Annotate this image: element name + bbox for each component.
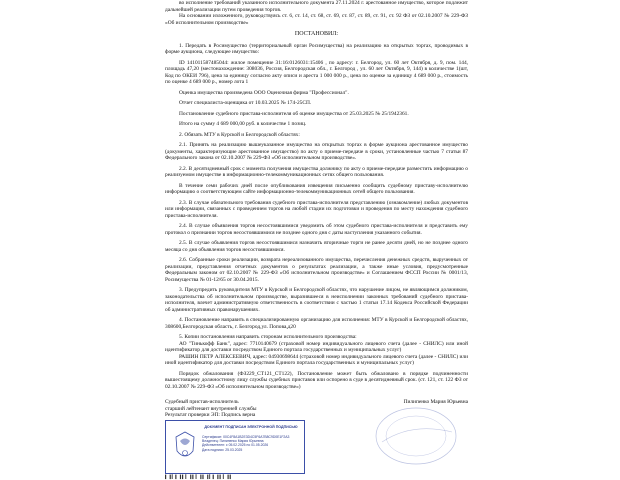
report-line: Отчет специалиста-оценщика от 10.03.2025 № 174-25СП. [179, 100, 312, 106]
intro-paragraph: во исполнение требований указанного исполнительного документа 27.11.2024 г. арестованное имущество, которое подлежит дальнейшей реализации путем проведения торгов. [165, 0, 468, 13]
stamp-title: ДОКУМЕНТ ПОДПИСАН ЭЛЕКТРОННОЙ ПОДПИСЬЮ [204, 425, 298, 429]
decision-heading: ПОСТАНОВИЛ: [294, 31, 339, 37]
clause-2-3: 2.3. В случае обязательного требования судебного пристава-исполнителя представлению (ознакомление) любых документов или информации, связанных с проведением торгов на любой стадии их подготовки и проведения по месту нахождения судебного пристава-исполнителя. [165, 199, 468, 219]
clause-2-4: 2.4. В случае объявления торгов несостоявшимися уведомить об этом судебного пристава-исполнителя и представить ему протокол о признании торгов несостоявшимися не позднее одного дня с даты наступления указанного события. [165, 223, 468, 236]
clause-2-2-note: В течение семи рабочих дней после опубликования извещения письменно сообщить судебному приставу-исполнителю информацию о соответствующем сайте информационно-телекоммуникационных сетей общего пользования. [165, 182, 468, 195]
recipient-bank: АО "Тинькофф Банк", адрес: 7710140679 (страховой номер индивидуального лицевого счета (далее - СНИЛС) или иной идентификатор для доставки посредством Единого портала государственных и муниципальных услуг) [165, 340, 468, 353]
clause-1: 1. Передать в Росимущество (территориальный орган Росимущества) на реализацию на открытых торгах, проводимых в форме аукциона, следующее имущество: [165, 42, 468, 55]
barcode-strip: ▌▐▍▌▐▌▍▐▌▍▐▌▐▍▌▐▌▍▐▌ [165, 476, 234, 480]
clause-3: 3. Предупредить руководителя МТУ в Курской и Белгородской областях, что нарушение лицом, не являющимся должником, законодательства об исполнительном производстве, выразившееся в неисполнении законных требований судебного пристава-исполнителя, влечет административную ответственность в соответствии с частью 1 статьи 17.14 Кодекса Российской Федерации об административных правонарушениях. [165, 287, 468, 313]
stamp-details [202, 435, 302, 452]
clause-2-5: 2.5. В случае объявления торгов несостоявшимися назначить вторичные торги не ранее десяти дней, но не позднее одного месяца со дня объявления торгов несостоявшимися. [165, 240, 468, 253]
document-body [165, 0, 468, 390]
stamp-sign-date: Дата подписи: 25.03.2025 [202, 447, 243, 452]
clause-2-6: 2.6. Собранные сроки реализации, возврата нереализованного имущества, перечисления денежных средств, вырученных от реализации, представления отчетных документов о результатах реализации, а также иные условия, предусмотренные Федеральным законом от 02.10.2007 № 229-ФЗ «Об исполнительном производстве» и Соглашением ФССП России № 0001/13, Росимущества № 01-12/65 от 30.04.2015. [165, 257, 468, 283]
legal-basis-paragraph: На основании изложенного, руководствуясь ст. 6, ст. 14, ст. 68, ст. 69, ст. 87, ст. 89, ст. 91, ст. 92 ФЗ от 02.10.2007 № 229-ФЗ «Об исполнительном производстве» [165, 13, 468, 26]
clause-2-2: 2.2. В десятидневный срок с момента получения имущества должнику по акту о приеме-передаче разместить информацию о реализуемом имуществе в информационно-телекоммуникационных сетях общего пользования. [165, 165, 468, 178]
signature-check: Результат проверки ЭП: Подпись верна [165, 412, 256, 418]
clause-2: 2. Обязать МТУ в Курской и Белгородской областях: [179, 131, 300, 138]
total-line: Итого на сумму 4 689 000,00 руб. в количестве 1 позиц. [179, 121, 307, 127]
stamp-owner: Владелец: Пилипенко Мария Юрьевна [202, 439, 264, 444]
property-description: ID 141011587485044: жилое помещение 31:16:0126031:15406 , по адресу: г. Белгород, ул. 60 лет Октября, д. 9, пом. 144, площадь 47,20 (местонахождение: 308036, Россия, Белгородская обл., г. Белгород , ул. 60 лет Октября, 9, 144) в количестве 1(шт, Код по ОКЕИ 796), цена за единицу согласно акту описи и ареста 1 000 000 р., цена по оценке за единицу 4 689 000 р., стоимость по оценке 4 689 000 р., номер лота 1 [165, 59, 468, 85]
electronic-signature-stamp [165, 420, 305, 474]
decree-line: Постановление судебного пристава-исполнителя об оценке имущества от 25.03.2025 № 25/1942361. [179, 110, 409, 117]
appeal-procedure: Порядок обжалования (ФЗ229_СТ121_СТ122), Постановление может быть обжаловано в порядке подчиненности вышестоящему должностному лицу службы судебных приставов или оспорено в суде в десятидневный срок. (ст. 121, ст. 122 ФЗ от 02.10.2007 № 229-ФЗ «Об исполнительном производстве») [165, 370, 468, 390]
signer-rank: старший лейтенант внутренней службы [165, 405, 257, 412]
signer-role: Судебный пристав-исполнитель [165, 399, 239, 405]
stamp-validity: Действителен: с 05.02.2025 по 01.05.2026 [202, 443, 269, 448]
clause-4: 4. Постановление направить в специализированную организацию для исполнения: МТУ в Курской и Белгородской областях, 308600,Белгородская область, г. Белгород,ул. Попова,д20 [165, 317, 468, 330]
clause-2-1: 2.1. Принять на реализацию вышеуказанное имущество на открытых торгах в форме аукциона арестованное имущество (документы, характеризующие арестованное имущество) по акту о приеме-передаче в сроки, установленные частью 7 статьи 87 Федерального закона от 02.10.2007 № 229-ФЗ «Об исполнительном производстве». [165, 142, 468, 161]
faded-seal-stamp [372, 402, 460, 466]
coat-of-arms-icon [172, 429, 198, 463]
recipient-debtor: РАШИН ПЕТР АЛЕКСЕЕВИЧ, адрес: 04930698644 (страховой номер индивидуального лицевого счета (далее - СНИЛС) или иной идентификатор для доставки посредством Единого портала государственных и муниципальных услуг) [165, 353, 468, 366]
valuer-line: Оценка имущества произведена ООО Оценочная фирма "Профессионал". [179, 89, 349, 96]
clause-5: 5. Копии постановления направить сторонам исполнительного производства: [179, 334, 357, 340]
stamp-certificate: Сертификат: 00C4F8A1B2E3D4C5F6A7B8C9D0E1F2A3 [202, 435, 290, 439]
signer-name: Пилипенко Мария Юрьевна [403, 399, 468, 405]
